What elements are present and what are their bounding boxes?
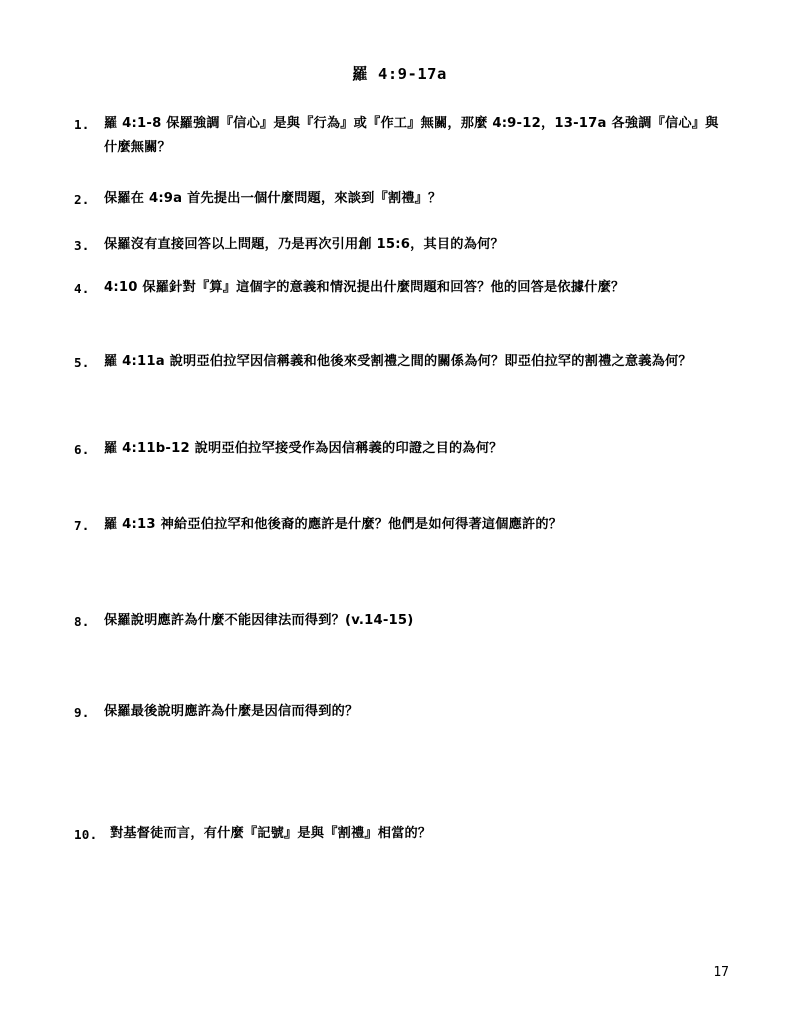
list-item xyxy=(74,700,725,724)
question-text: 羅 4:13 神給亞伯拉罕和他後裔的應許是什麼？他們是如何得著這個應許的？ xyxy=(104,516,563,532)
question-number: 9. xyxy=(74,704,90,720)
spacer xyxy=(74,634,725,700)
question-text: 對基督徒而言，有什麼『記號』是與『割禮』相當的？ xyxy=(110,826,432,842)
list-item xyxy=(74,187,725,211)
list-item xyxy=(74,276,725,300)
spacer xyxy=(74,375,725,437)
question-text: 保羅在 4:9a 首先提出一個什麼問題，來談到『割禮』？ xyxy=(104,190,442,206)
spacer xyxy=(74,211,725,233)
question-text: 羅 4:11b-12 說明亞伯拉罕接受作為因信稱義的印證之目的為何？ xyxy=(104,440,503,456)
question-text: 保羅說明應許為什麼不能因律法而得到？(v.14-15) xyxy=(104,613,414,629)
spacer xyxy=(74,537,725,609)
question-number: 8. xyxy=(74,614,90,630)
question-number: 3. xyxy=(74,238,90,254)
question-text: 保羅沒有直接回答以上問題，乃是再次引用創 15:6，其目的為何？ xyxy=(104,237,504,253)
list-item xyxy=(74,822,725,846)
question-number: 5. xyxy=(74,355,90,371)
page-title: 羅 4:9-17a xyxy=(352,65,447,83)
question-number: 2. xyxy=(74,191,90,207)
question-text: 保羅最後說明應許為什麼是因信而得到的？ xyxy=(104,703,359,719)
list-item xyxy=(74,609,725,633)
list-item xyxy=(74,350,725,374)
question-text: 4:10 保羅針對『算』這個字的意義和情況提出什麼問題和回答？他的回答是依據什麼？ xyxy=(104,279,625,295)
page-number: 17 xyxy=(713,965,729,980)
spacer xyxy=(74,258,725,276)
spacer xyxy=(74,300,725,350)
spacer xyxy=(74,161,725,187)
question-number: 4. xyxy=(74,280,90,296)
spacer xyxy=(74,724,725,822)
question-number: 6. xyxy=(74,441,90,457)
question-text: 羅 4:11a 說明亞伯拉罕因信稱義和他後來受割禮之間的關係為何？即亞伯拉罕的割禮之意義為何？ xyxy=(104,354,692,370)
list-item xyxy=(74,112,725,161)
list-item xyxy=(74,233,725,257)
question-number: 1. xyxy=(74,117,90,132)
question-number: 7. xyxy=(74,517,90,533)
spacer xyxy=(74,461,725,513)
question-list xyxy=(74,112,725,847)
question-number: 10. xyxy=(74,827,98,843)
list-item xyxy=(74,513,725,537)
list-item xyxy=(74,437,725,461)
question-text: 羅 4:1-8 保羅強調『信心』是與『行為』或『作工』無關，那麼 4:9-12，13-17a 各強調『信心』與什麼無關？ xyxy=(104,116,719,156)
